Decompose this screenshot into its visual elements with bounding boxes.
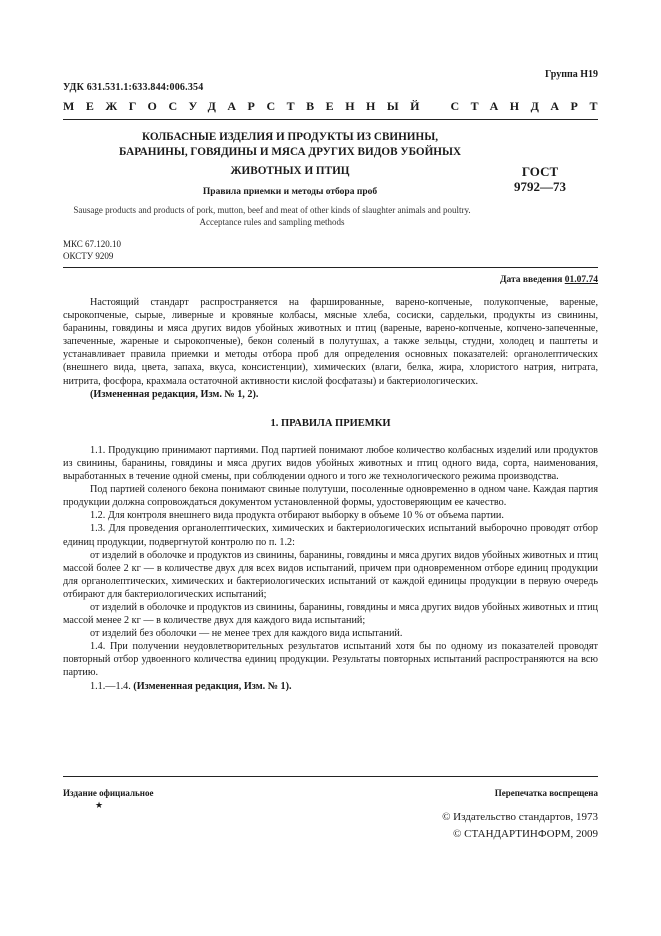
gost-number-block xyxy=(505,164,575,194)
introduction-date xyxy=(500,275,598,285)
group-code: Группа Н19 xyxy=(545,69,598,80)
mks-code: МКС 67.120.10 xyxy=(63,239,122,249)
document-title xyxy=(110,130,470,179)
intro-edition-note: (Измененная редакция, Изм. № 1, 2). xyxy=(90,388,259,400)
title-line-3: ЖИВОТНЫХ И ПТИЦ xyxy=(230,165,350,177)
paragraph-edition-note xyxy=(63,680,598,693)
standard-word: СТАНДАРТ xyxy=(450,99,609,113)
paragraph-under-2kg: от изделий в оболочке и продуктов из свинины, баранины, говядины и мяса других видов убойных животных и птиц массой менее 2 кг — в количестве двух для каждого вида испытаний; xyxy=(63,601,598,627)
copyright-standartinform: © СТАНДАРТИНФОРМ, 2009 xyxy=(453,828,598,840)
classification-codes xyxy=(63,238,121,262)
date-label: Дата введения xyxy=(499,275,563,285)
paragraph-1-2: 1.2. Для контроля внешнего вида продукта отбирают выборку в объеме 10 % от объема партии. xyxy=(90,510,504,522)
okstu-code: ОКСТУ 9209 xyxy=(63,251,114,261)
interstate-word: МЕЖГОСУДАРСТВЕННЫЙ xyxy=(63,99,431,113)
edition-note-prefix: 1.1.—1.4. xyxy=(90,680,134,692)
reprint-notice: Перепечатка воспрещена xyxy=(494,788,598,798)
intro-paragraph: Настоящий стандарт распространяется на фаршированные, варено-копченые, полукопченые, вареные, сырокопченые, сырые, ливерные и кровяные колбасы, мясные хлеба, сосиски, сардельки, продукты из свинины, баранины, говядины и мяса других видов убойных животных и птиц (вареные, варено-копченые, копчено-запеченные, запеченные, жареные и сырокопченые), бекон соленый в полутушах, а также зельцы, студни, холодец и паштеты и устанавливает правила приемки и методы отбора проб для определения основных показателей: органолептических (внешнего вида, цвета, запаха, вкуса, консистенции), химических (влаги, белка, жира, хлористого натрия, нитрата, нитрита, фосфора, крахмала остаточной активности кислой фосфатазы) и бактериологических. xyxy=(63,297,598,387)
document-body xyxy=(63,296,598,693)
section-heading: 1. ПРАВИЛА ПРИЕМКИ xyxy=(270,417,391,429)
gost-number: 9792—73 xyxy=(514,179,566,194)
official-edition: Издание официальное xyxy=(63,788,154,798)
gost-label: ГОСТ xyxy=(521,164,559,179)
document-subtitle: Правила приемки и методы отбора проб xyxy=(202,187,378,197)
edition-note-text: (Измененная редакция, Изм. № 1). xyxy=(133,680,292,692)
interstate-standard-banner xyxy=(63,99,609,114)
paragraph-1-3: 1.3. Для проведения органолептических, химических и бактериологических испытаний выборочно проводят отбор единиц продукции, подвергнутой контролю по п. 1.2: xyxy=(63,523,598,548)
middle-rule xyxy=(63,267,598,268)
paragraph-bacon-batch: Под партией соленого бекона понимают свиные полутуши, посоленные одновременно в одном чане. Каждая партия продукции должна сопровождаться документом установленной формы, удостоверяющим ее качество. xyxy=(63,484,598,509)
paragraph-1-4: 1.4. При получении неудовлетворительных результатов испытаний хотя бы по одному из показателей проводят повторный отбор удвоенного количества единиц продукции. Результаты повторных испытаний распространяются на всю партию. xyxy=(63,641,598,679)
footer-rule xyxy=(63,776,598,777)
paragraph-1-1: 1.1. Продукцию принимают партиями. Под партией понимают любое количество колбасных изделий или продуктов из свинины, баранины, говядины и мяса других видов убойных животных и птиц одного вида, сорта, наименования, выработанных в течение одной смены, при соблюдении одного и того же технологического режима производства. xyxy=(63,444,598,483)
english-title: Sausage products and products of pork, mutton, beef and meat of other kinds of slaughter animals and poultry. Acceptance rules and sampling methods xyxy=(73,205,471,227)
udk-code: УДК 631.531.1:633.844:006.354 xyxy=(63,82,204,93)
top-rule xyxy=(63,119,598,120)
copyright-publisher: © Издательство стандартов, 1973 xyxy=(442,811,598,823)
title-line-1: КОЛБАСНЫЕ ИЗДЕЛИЯ И ПРОДУКТЫ ИЗ СВИНИНЫ, xyxy=(141,131,438,143)
title-line-2: БАРАНИНЫ, ГОВЯДИНЫ И МЯСА ДРУГИХ ВИДОВ УБОЙНЫХ xyxy=(118,146,462,158)
star-icon: ★ xyxy=(95,800,104,810)
paragraph-no-casing: от изделий без оболочки — не менее трех для каждого вида испытаний. xyxy=(90,628,403,640)
paragraph-over-2kg: от изделий в оболочке и продуктов из свинины, баранины, говядины и мяса других видов убойных животных и птиц массой более 2 кг — в количестве двух для всех видов испытаний, причем при одновременном отборе единиц продукции для органолептических, химических и бактериологических испытаний от каждой единицы продукции в первую очередь отбирают для бактериологических испытаний; xyxy=(63,549,598,600)
date-value: 01.07.74 xyxy=(564,275,598,285)
